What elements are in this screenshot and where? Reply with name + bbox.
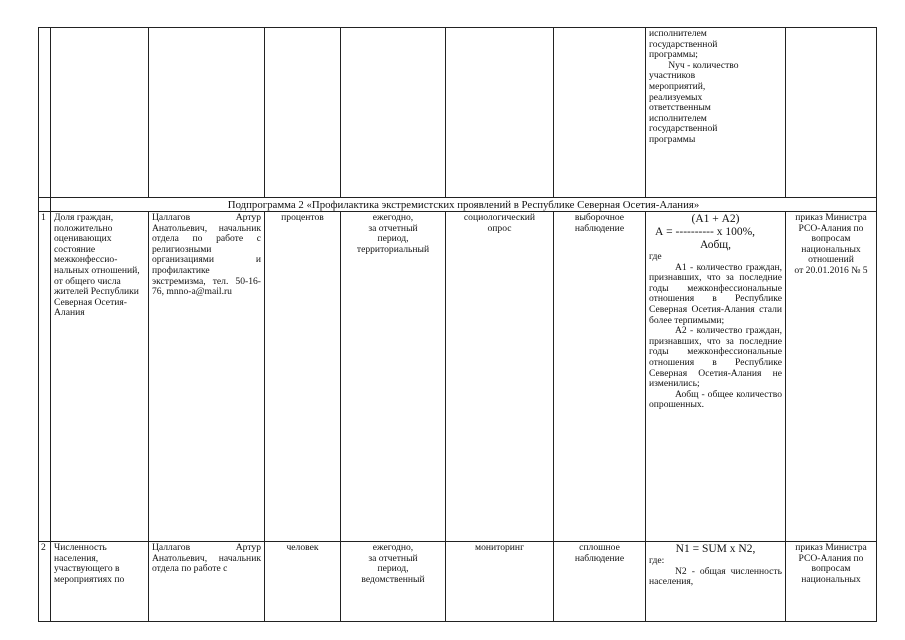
legal-basis: приказ Министра РСО-Алания по вопросам национальных: [786, 542, 877, 622]
formula-main: N1 = SUM x N2,: [675, 543, 756, 555]
formula-denominator: Аобщ,: [699, 239, 732, 251]
responsible-person: Цаллагов Артур Анатольевич, начальник отдела по работе с: [149, 542, 265, 622]
unit-of-measure: человек: [265, 542, 341, 622]
responsible-person: Цаллагов Артур Анатольевич, начальник отдела по работе с религиозными организациями и профилактике экстремизма, тел. 50-16-76, mnno-a@mail.ru: [149, 212, 265, 542]
cell-num: [39, 28, 51, 198]
collection-method: социологический опрос: [446, 212, 554, 542]
indicator-name: Численность населения, участвующего в мероприятиях по: [51, 542, 149, 622]
calculation-formula: [646, 212, 786, 542]
unit-of-measure: процентов: [265, 212, 341, 542]
indicator-name: Доля граждан, положительно оценивающих состояние межконфессио-нальных отношений, от общего числа жителей Республики Северная Осетия-Алания: [51, 212, 149, 542]
collection-method: мониторинг: [446, 542, 554, 622]
periodicity: ежегодно, за отчетный период, ведомственный: [341, 542, 446, 622]
formula-where: где: [649, 251, 662, 262]
sample-type: выборочное наблюдение: [554, 212, 646, 542]
formula-a1: А1 - количество граждан, признавших, что за последние годы межконфессиональные отношения в Республике Северная Осетия-Алания стали более терпимыми;: [649, 261, 782, 326]
formula-numerator: (А1 + А2): [691, 213, 740, 225]
sample-type: сплошное наблюдение: [554, 542, 646, 622]
formula-main: А = ---------- х 100%,: [655, 226, 756, 238]
row-number: 2: [39, 542, 51, 622]
formula-a2: А2 - количество граждан, признавших, что за последние годы межконфессиональные отношения в Республике Северная Осетия-Алания не изменились;: [649, 325, 782, 390]
indicator-table: [38, 27, 877, 622]
subprogram-row: [39, 198, 877, 212]
table-row: [39, 542, 877, 622]
continuation-row: [39, 28, 877, 198]
periodicity: ежегодно, за отчетный период, территориальный: [341, 212, 446, 542]
calculation-formula: [646, 542, 786, 622]
legal-basis: приказ Министра РСО-Алания по вопросам национальных отношений от 20.01.2016 № 5: [786, 212, 877, 542]
formula-where: где:: [649, 555, 665, 566]
continuation-formula-text: исполнителем государственной программы; Nуч - количество участников мероприятий, реализуемых ответственным исполнителем государственной программы: [646, 28, 786, 198]
row-number: 1: [39, 212, 51, 542]
table-row: [39, 212, 877, 542]
subprogram-title: Подпрограмма 2 «Профилактика экстремистских проявлений в Республике Северная Осетия-Алания»: [51, 198, 877, 212]
formula-n2: N2 - общая численность населения,: [649, 565, 782, 588]
formula-aobsh: Аобщ - общее количество опрошенных.: [649, 388, 782, 411]
